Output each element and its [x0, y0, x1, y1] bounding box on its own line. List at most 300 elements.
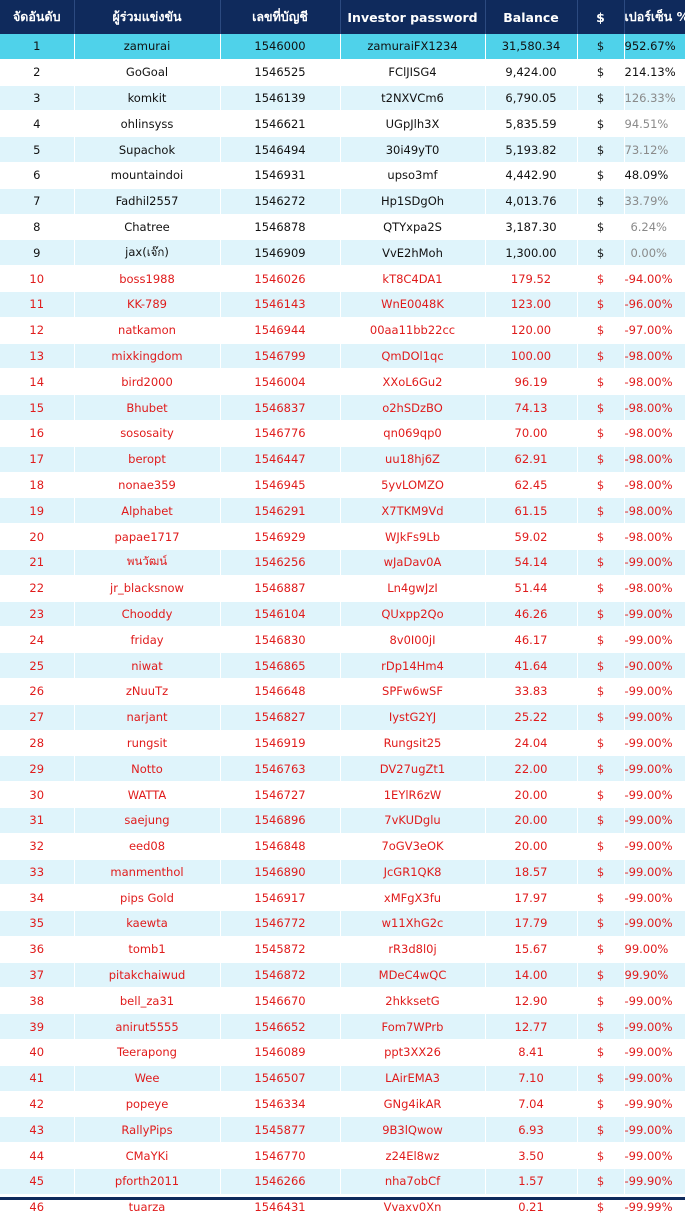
table-row	[0, 962, 685, 988]
cell-rank: 5	[0, 137, 74, 163]
table-row	[0, 1117, 685, 1143]
cell-password: rR3d8l0j	[340, 936, 485, 962]
cell-rank: 14	[0, 369, 74, 395]
cell-currency: $	[577, 704, 624, 730]
cell-currency: $	[577, 369, 624, 395]
cell-password: 1EYlR6zW	[340, 782, 485, 808]
table-row	[0, 420, 685, 446]
cell-currency: $	[577, 291, 624, 317]
cell-rank: 39	[0, 1014, 74, 1040]
cell-password: 8v0I00jI	[340, 627, 485, 653]
cell-balance: 5,193.82	[485, 137, 577, 163]
cell-password: kT8C4DA1	[340, 266, 485, 292]
table-row	[0, 936, 685, 962]
cell-rank: 29	[0, 756, 74, 782]
cell-account: 1545877	[220, 1117, 340, 1143]
table-row	[0, 730, 685, 756]
cell-currency: $	[577, 601, 624, 627]
cell-balance: 20.00	[485, 807, 577, 833]
table-row	[0, 240, 685, 266]
cell-account: 1546291	[220, 498, 340, 524]
cell-account: 1546909	[220, 240, 340, 266]
cell-balance: 20.00	[485, 833, 577, 859]
cell-password: Rungsit25	[340, 730, 485, 756]
cell-currency: $	[577, 627, 624, 653]
cell-account: 1546872	[220, 962, 340, 988]
cell-password: qn069qp0	[340, 420, 485, 446]
cell-rank: 11	[0, 291, 74, 317]
cell-account: 1546256	[220, 549, 340, 575]
cell-percent: -99.00%	[624, 807, 685, 833]
cell-currency: $	[577, 833, 624, 859]
cell-password: rDp14Hm4	[340, 653, 485, 679]
table-row	[0, 859, 685, 885]
cell-participant: bell_za31	[74, 988, 220, 1014]
table-row	[0, 1091, 685, 1117]
cell-account: 1546507	[220, 1065, 340, 1091]
cell-currency: $	[577, 214, 624, 240]
cell-balance: 7.10	[485, 1065, 577, 1091]
cell-password: Fom7WPrb	[340, 1014, 485, 1040]
cell-percent: 952.67%	[624, 34, 685, 59]
cell-account: 1546945	[220, 472, 340, 498]
cell-participant: komkit	[74, 85, 220, 111]
cell-password: 9B3lQwow	[340, 1117, 485, 1143]
cell-percent: 73.12%	[624, 137, 685, 163]
cell-currency: $	[577, 807, 624, 833]
cell-participant: RallyPips	[74, 1117, 220, 1143]
table-row	[0, 472, 685, 498]
cell-rank: 34	[0, 885, 74, 911]
cell-balance: 14.00	[485, 962, 577, 988]
cell-currency: $	[577, 472, 624, 498]
cell-balance: 18.57	[485, 859, 577, 885]
cell-rank: 32	[0, 833, 74, 859]
cell-percent: -99.00%	[624, 730, 685, 756]
cell-account: 1546143	[220, 291, 340, 317]
cell-account: 1546089	[220, 1040, 340, 1066]
cell-balance: 12.90	[485, 988, 577, 1014]
cell-participant: tomb1	[74, 936, 220, 962]
cell-password: wJaDav0A	[340, 549, 485, 575]
cell-password: QUxpp2Qo	[340, 601, 485, 627]
cell-account: 1546026	[220, 266, 340, 292]
cell-currency: $	[577, 1169, 624, 1195]
cell-percent: -98.00%	[624, 420, 685, 446]
cell-percent: -97.00%	[624, 317, 685, 343]
header-password: Investor password	[340, 0, 485, 34]
cell-percent: 6.24%	[624, 214, 685, 240]
cell-participant: manmenthol	[74, 859, 220, 885]
cell-participant: tuarza	[74, 1194, 220, 1220]
table-row	[0, 395, 685, 421]
cell-currency: $	[577, 317, 624, 343]
cell-currency: $	[577, 162, 624, 188]
cell-password: QmDOl1qc	[340, 343, 485, 369]
cell-percent: -94.00%	[624, 266, 685, 292]
cell-balance: 0.21	[485, 1194, 577, 1220]
table-header	[0, 0, 689, 34]
cell-balance: 123.00	[485, 291, 577, 317]
cell-currency: $	[577, 240, 624, 266]
cell-currency: $	[577, 420, 624, 446]
cell-balance: 120.00	[485, 317, 577, 343]
cell-rank: 6	[0, 162, 74, 188]
cell-balance: 46.17	[485, 627, 577, 653]
cell-percent: -99.00%	[624, 1117, 685, 1143]
cell-rank: 28	[0, 730, 74, 756]
cell-account: 1546931	[220, 162, 340, 188]
cell-percent: -99.99%	[624, 1194, 685, 1220]
cell-percent: -98.00%	[624, 343, 685, 369]
table-row	[0, 627, 685, 653]
cell-balance: 41.64	[485, 653, 577, 679]
cell-participant: zNuuTz	[74, 678, 220, 704]
cell-currency: $	[577, 1091, 624, 1117]
cell-balance: 70.00	[485, 420, 577, 446]
cell-password: 7vKUDglu	[340, 807, 485, 833]
cell-percent: -99.00%	[624, 1040, 685, 1066]
cell-account: 1546890	[220, 859, 340, 885]
table-row	[0, 1169, 685, 1195]
cell-currency: $	[577, 524, 624, 550]
cell-balance: 61.15	[485, 498, 577, 524]
cell-currency: $	[577, 988, 624, 1014]
cell-password: WJkFs9Lb	[340, 524, 485, 550]
cell-currency: $	[577, 549, 624, 575]
cell-password: upso3mf	[340, 162, 485, 188]
table-row	[0, 601, 685, 627]
cell-balance: 12.77	[485, 1014, 577, 1040]
table-row	[0, 214, 685, 240]
cell-balance: 25.22	[485, 704, 577, 730]
cell-balance: 5,835.59	[485, 111, 577, 137]
table-row	[0, 807, 685, 833]
cell-password: SPFw6wSF	[340, 678, 485, 704]
table-row	[0, 653, 685, 679]
cell-participant: Chatree	[74, 214, 220, 240]
cell-password: 5yvLOMZO	[340, 472, 485, 498]
table-bottom-border	[0, 1197, 685, 1200]
cell-currency: $	[577, 446, 624, 472]
cell-balance: 46.26	[485, 601, 577, 627]
cell-password: o2hSDzBO	[340, 395, 485, 421]
cell-rank: 38	[0, 988, 74, 1014]
cell-balance: 4,442.90	[485, 162, 577, 188]
cell-currency: $	[577, 1117, 624, 1143]
cell-rank: 25	[0, 653, 74, 679]
cell-currency: $	[577, 266, 624, 292]
cell-account: 1546494	[220, 137, 340, 163]
cell-account: 1546799	[220, 343, 340, 369]
cell-participant: beropt	[74, 446, 220, 472]
cell-percent: -99.00%	[624, 601, 685, 627]
cell-password: IystG2YJ	[340, 704, 485, 730]
cell-account: 1546447	[220, 446, 340, 472]
cell-password: 00aa11bb22cc	[340, 317, 485, 343]
cell-password: Hp1SDgOh	[340, 188, 485, 214]
cell-balance: 3.50	[485, 1143, 577, 1169]
cell-participant: Supachok	[74, 137, 220, 163]
cell-password: XXoL6Gu2	[340, 369, 485, 395]
cell-password: Vvaxv0Xn	[340, 1194, 485, 1220]
cell-balance: 4,013.76	[485, 188, 577, 214]
cell-percent: -99.90%	[624, 1091, 685, 1117]
cell-rank: 43	[0, 1117, 74, 1143]
cell-balance: 59.02	[485, 524, 577, 550]
cell-currency: $	[577, 885, 624, 911]
cell-currency: $	[577, 653, 624, 679]
cell-password: MDeC4wQC	[340, 962, 485, 988]
cell-rank: 20	[0, 524, 74, 550]
table-row	[0, 343, 685, 369]
cell-account: 1546887	[220, 575, 340, 601]
cell-rank: 7	[0, 188, 74, 214]
table-row	[0, 988, 685, 1014]
cell-account: 1546837	[220, 395, 340, 421]
table-row	[0, 85, 685, 111]
cell-currency: $	[577, 859, 624, 885]
cell-password: JcGR1QK8	[340, 859, 485, 885]
cell-balance: 24.04	[485, 730, 577, 756]
cell-rank: 41	[0, 1065, 74, 1091]
cell-participant: narjant	[74, 704, 220, 730]
cell-percent: -98.00%	[624, 446, 685, 472]
cell-currency: $	[577, 498, 624, 524]
cell-participant: friday	[74, 627, 220, 653]
cell-participant: zamurai	[74, 34, 220, 59]
cell-password: uu18hj6Z	[340, 446, 485, 472]
cell-account: 1546878	[220, 214, 340, 240]
cell-rank: 12	[0, 317, 74, 343]
cell-account: 1546000	[220, 34, 340, 59]
cell-password: ppt3XX26	[340, 1040, 485, 1066]
table-row	[0, 1143, 685, 1169]
cell-rank: 45	[0, 1169, 74, 1195]
table-row	[0, 188, 685, 214]
table-row	[0, 575, 685, 601]
table-row	[0, 756, 685, 782]
cell-currency: $	[577, 1065, 624, 1091]
table-row	[0, 446, 685, 472]
cell-balance: 74.13	[485, 395, 577, 421]
table-row	[0, 34, 685, 59]
cell-rank: 3	[0, 85, 74, 111]
header-account: เลขที่บัญชี	[220, 0, 340, 34]
cell-participant: eed08	[74, 833, 220, 859]
cell-participant: ohlinsyss	[74, 111, 220, 137]
table-row	[0, 162, 685, 188]
cell-percent: -99.00%	[624, 859, 685, 885]
cell-percent: -99.00%	[624, 782, 685, 808]
cell-participant: WATTA	[74, 782, 220, 808]
cell-participant: Chooddy	[74, 601, 220, 627]
cell-rank: 18	[0, 472, 74, 498]
cell-percent: -99.00%	[624, 678, 685, 704]
cell-percent: -98.00%	[624, 498, 685, 524]
table-row	[0, 317, 685, 343]
cell-participant: boss1988	[74, 266, 220, 292]
cell-account: 1546830	[220, 627, 340, 653]
cell-percent: -99.90%	[624, 1169, 685, 1195]
cell-account: 1546139	[220, 85, 340, 111]
table-row	[0, 137, 685, 163]
cell-currency: $	[577, 395, 624, 421]
cell-rank: 2	[0, 59, 74, 85]
cell-rank: 42	[0, 1091, 74, 1117]
cell-account: 1546944	[220, 317, 340, 343]
cell-participant: pforth2011	[74, 1169, 220, 1195]
cell-percent: -98.00%	[624, 575, 685, 601]
cell-percent: -99.00%	[624, 988, 685, 1014]
cell-rank: 17	[0, 446, 74, 472]
cell-percent: 126.33%	[624, 85, 685, 111]
cell-rank: 44	[0, 1143, 74, 1169]
cell-percent: -99.00%	[624, 1065, 685, 1091]
cell-currency: $	[577, 782, 624, 808]
cell-percent: -99.00%	[624, 549, 685, 575]
cell-password: DV27ugZt1	[340, 756, 485, 782]
cell-account: 1546776	[220, 420, 340, 446]
cell-participant: Bhubet	[74, 395, 220, 421]
cell-rank: 1	[0, 34, 74, 59]
cell-participant: GoGoal	[74, 59, 220, 85]
cell-balance: 8.41	[485, 1040, 577, 1066]
cell-currency: $	[577, 1040, 624, 1066]
cell-rank: 19	[0, 498, 74, 524]
cell-participant: pips Gold	[74, 885, 220, 911]
cell-account: 1546763	[220, 756, 340, 782]
cell-rank: 10	[0, 266, 74, 292]
table-row	[0, 833, 685, 859]
cell-currency: $	[577, 911, 624, 937]
table-row	[0, 59, 685, 85]
cell-rank: 21	[0, 549, 74, 575]
cell-balance: 6.93	[485, 1117, 577, 1143]
cell-currency: $	[577, 1014, 624, 1040]
table-body	[0, 34, 685, 1220]
cell-rank: 27	[0, 704, 74, 730]
cell-currency: $	[577, 1143, 624, 1169]
cell-rank: 15	[0, 395, 74, 421]
cell-password: t2NXVCm6	[340, 85, 485, 111]
cell-account: 1546525	[220, 59, 340, 85]
cell-account: 1546770	[220, 1143, 340, 1169]
table-row	[0, 704, 685, 730]
table-row	[0, 885, 685, 911]
cell-account: 1546919	[220, 730, 340, 756]
cell-balance: 17.79	[485, 911, 577, 937]
cell-balance: 1,300.00	[485, 240, 577, 266]
table-row	[0, 782, 685, 808]
cell-balance: 62.45	[485, 472, 577, 498]
cell-account: 1546431	[220, 1194, 340, 1220]
cell-participant: nonae359	[74, 472, 220, 498]
table-row	[0, 1014, 685, 1040]
cell-percent: 99.90%	[624, 962, 685, 988]
cell-password: Ln4gwJzI	[340, 575, 485, 601]
cell-password: xMFgX3fu	[340, 885, 485, 911]
cell-percent: -96.00%	[624, 291, 685, 317]
cell-participant: Alphabet	[74, 498, 220, 524]
cell-rank: 26	[0, 678, 74, 704]
cell-percent: -99.00%	[624, 1143, 685, 1169]
table-row	[0, 911, 685, 937]
cell-percent: 0.00%	[624, 240, 685, 266]
cell-account: 1546848	[220, 833, 340, 859]
cell-account: 1546004	[220, 369, 340, 395]
cell-currency: $	[577, 962, 624, 988]
cell-account: 1546272	[220, 188, 340, 214]
cell-rank: 46	[0, 1194, 74, 1220]
cell-balance: 6,790.05	[485, 85, 577, 111]
cell-balance: 179.52	[485, 266, 577, 292]
cell-rank: 13	[0, 343, 74, 369]
cell-rank: 37	[0, 962, 74, 988]
cell-password: zamuraiFX1234	[340, 34, 485, 59]
cell-percent: -98.00%	[624, 369, 685, 395]
table-row	[0, 524, 685, 550]
cell-account: 1546827	[220, 704, 340, 730]
cell-balance: 33.83	[485, 678, 577, 704]
cell-participant: pitakchaiwud	[74, 962, 220, 988]
cell-currency: $	[577, 343, 624, 369]
cell-account: 1546334	[220, 1091, 340, 1117]
table-row	[0, 291, 685, 317]
cell-account: 1546917	[220, 885, 340, 911]
cell-participant: popeye	[74, 1091, 220, 1117]
cell-participant: kaewta	[74, 911, 220, 937]
cell-participant: papae1717	[74, 524, 220, 550]
cell-rank: 9	[0, 240, 74, 266]
cell-account: 1546670	[220, 988, 340, 1014]
cell-balance: 1.57	[485, 1169, 577, 1195]
table-row	[0, 678, 685, 704]
cell-account: 1546266	[220, 1169, 340, 1195]
cell-balance: 51.44	[485, 575, 577, 601]
cell-password: UGpJlh3X	[340, 111, 485, 137]
header-balance: Balance	[485, 0, 577, 34]
cell-participant: natkamon	[74, 317, 220, 343]
cell-password: GNg4ikAR	[340, 1091, 485, 1117]
cell-participant: jax(เจ๊ก)	[74, 240, 220, 266]
cell-balance: 9,424.00	[485, 59, 577, 85]
header-participant: ผู้ร่วมแข่งขัน	[74, 0, 220, 34]
header-percent: เปอร์เซ็น %	[624, 0, 685, 34]
cell-currency: $	[577, 936, 624, 962]
cell-currency: $	[577, 85, 624, 111]
header-rank: จัดอันดับ	[0, 0, 74, 34]
table-row	[0, 1065, 685, 1091]
cell-participant: Fadhil2557	[74, 188, 220, 214]
cell-rank: 33	[0, 859, 74, 885]
cell-participant: bird2000	[74, 369, 220, 395]
cell-percent: 99.00%	[624, 936, 685, 962]
cell-account: 1546772	[220, 911, 340, 937]
cell-balance: 17.97	[485, 885, 577, 911]
cell-percent: 33.79%	[624, 188, 685, 214]
cell-participant: jr_blacksnow	[74, 575, 220, 601]
header-currency: $	[577, 0, 624, 34]
cell-percent: 214.13%	[624, 59, 685, 85]
cell-password: w11XhG2c	[340, 911, 485, 937]
cell-balance: 62.91	[485, 446, 577, 472]
cell-rank: 35	[0, 911, 74, 937]
cell-password: nha7obCf	[340, 1169, 485, 1195]
cell-password: VvE2hMoh	[340, 240, 485, 266]
cell-percent: -99.00%	[624, 704, 685, 730]
cell-percent: -99.00%	[624, 756, 685, 782]
